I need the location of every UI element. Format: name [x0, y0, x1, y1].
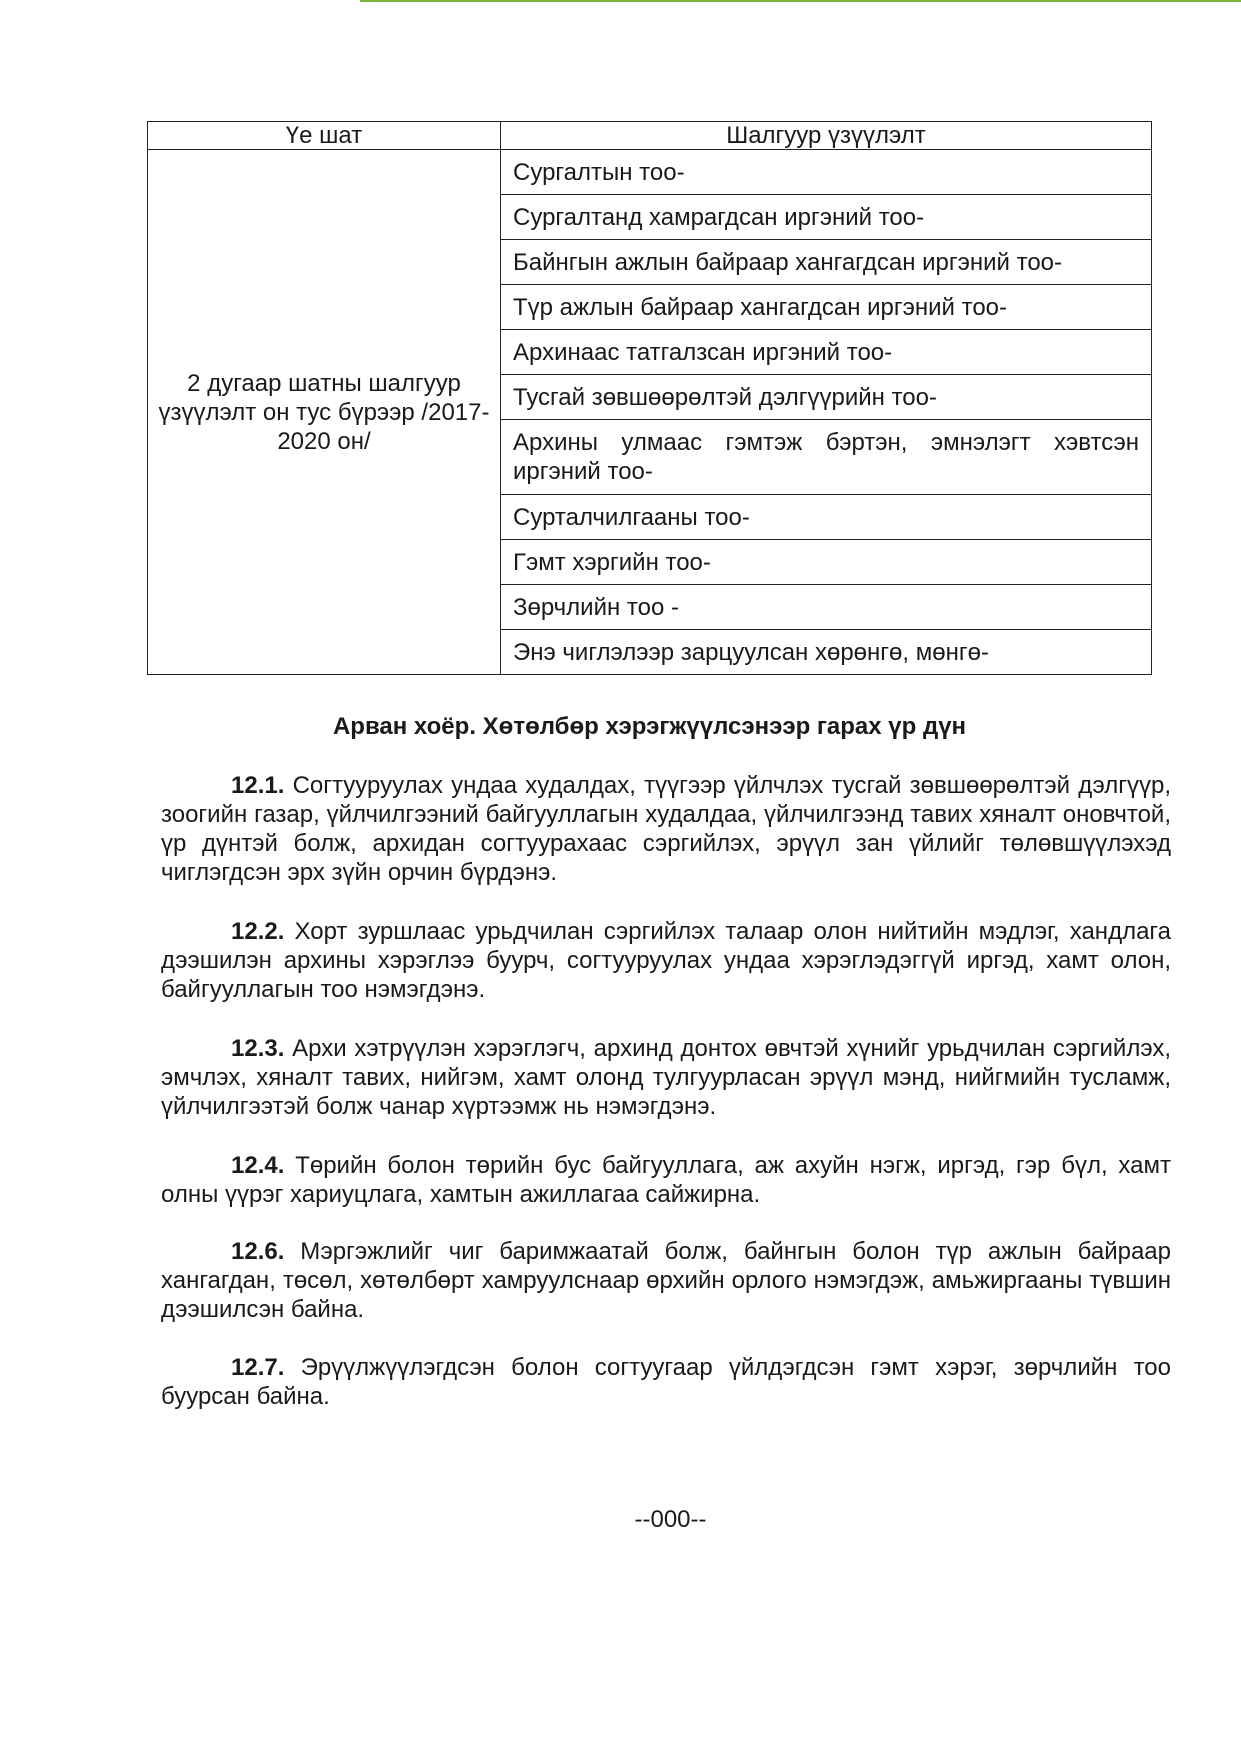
paragraph-text: Мэргэжлийг чиг баримжаатай болж, байнгын болон түр ажлын байраар хангагдан, төсөл, хөтөлбөрт хамруулснаар өрхийн орлого нэмэгдэж, амьжиргааны түвшин дээшилсэн байна.: [161, 1238, 1171, 1323]
paragraph-text: Хорт зуршлаас урьдчилан сэргийлэх талаар олон нийтийн мэдлэг, хандлага дээшилэн архины хэрэглээ буурч, согтууруулах ундаа хэрэглэдэггүй иргэд, хамт олон, байгууллагын тоо нэмэгдэнэ.: [161, 918, 1171, 1003]
paragraph-12-4: [161, 1151, 1171, 1209]
paragraph-number: 12.4.: [231, 1152, 285, 1179]
criterion-cell: Гэмт хэргийн тоо-: [501, 540, 1152, 585]
criterion-cell: Зөрчлийн тоо -: [501, 585, 1152, 630]
criteria-header: Шалгуур үзүүлэлт: [501, 122, 1152, 150]
criterion-cell: Архины улмаас гэмтэж бэртэн, эмнэлэгт хэвтсэн иргэний тоо-: [501, 420, 1152, 495]
section-heading: Арван хоёр. Хөтөлбөр хэрэгжүүлсэнээр гарах үр дүн: [332, 713, 967, 740]
paragraph-text: Согтууруулах ундаа худалдах, түүгээр үйлчлэх тусгай зөвшөөрөлтэй дэлгүүр, зоогийн газар, үйлчилгээний байгууллагын худалдаа, үйлчилгээнд тавих хяналт оновчтой, үр дүнтэй болж, архидан согтуурахаас сэргийлэх, эрүүл зан үйлийг төлөвшүүлэхэд чиглэгдсэн эрх зүйн орчин бүрдэнэ.: [161, 772, 1171, 886]
table-row: [148, 150, 1152, 195]
criterion-cell: Тусгай зөвшөөрөлтэй дэлгүүрийн тоо-: [501, 375, 1152, 420]
stage-cell: 2 дугаар шатны шалгуур үзүүлэлт он тус бүрээр /2017-2020 он/: [148, 150, 501, 675]
criterion-cell: Сургалтын тоо-: [501, 150, 1152, 195]
table-header-row: [148, 122, 1152, 150]
criterion-cell: Сурталчилгааны тоо-: [501, 495, 1152, 540]
criterion-cell: Энэ чиглэлээр зарцуулсан хөрөнгө, мөнгө-: [501, 630, 1152, 675]
criterion-cell: Түр ажлын байраар хангагдсан иргэний тоо-: [501, 285, 1152, 330]
paragraph-12-1: [161, 771, 1171, 887]
paragraph-text: Архи хэтрүүлэн хэрэглэгч, архинд донтох өвчтэй хүнийг урьдчилан сэргийлэх, эмчлэх, хяналт тавих, нийгэм, хамт олонд тулгуурласан эрүүл мэнд, нийгмийн тусламж, үйлчилгээтэй болж чанар хүртээмж нь нэмэгдэнэ.: [161, 1035, 1171, 1120]
paragraph-12-7: [161, 1353, 1171, 1411]
paragraph-12-3: [161, 1034, 1171, 1121]
criterion-cell: Архинаас татгалзсан иргэний тоо-: [501, 330, 1152, 375]
criterion-cell: Сургалтанд хамрагдсан иргэний тоо-: [501, 195, 1152, 240]
paragraph-text: Төрийн болон төрийн бус байгууллага, аж ахуйн нэгж, иргэд, гэр бүл, хамт олны үүрэг хариуцлага, хамтын ажиллагаа сайжирна.: [161, 1152, 1171, 1208]
paragraph-12-6: [161, 1237, 1171, 1324]
paragraph-number: 12.3.: [231, 1035, 285, 1062]
page-end-marker: --000--: [634, 1506, 707, 1533]
paragraph-number: 12.6.: [231, 1238, 285, 1265]
paragraph-number: 12.1.: [231, 772, 285, 799]
criterion-cell: Байнгын ажлын байраар хангагдсан иргэний тоо-: [501, 240, 1152, 285]
paragraph-number: 12.2.: [231, 918, 285, 945]
criteria-table: [147, 121, 1152, 675]
top-accent-line: [360, 0, 1241, 2]
paragraph-12-2: [161, 917, 1171, 1004]
paragraph-number: 12.7.: [231, 1354, 285, 1381]
stage-header: Үе шат: [148, 122, 501, 150]
paragraph-text: Эрүүлжүүлэгдсэн болон согтуугаар үйлдэгдсэн гэмт хэрэг, зөрчлийн тоо буурсан байна.: [161, 1354, 1171, 1410]
